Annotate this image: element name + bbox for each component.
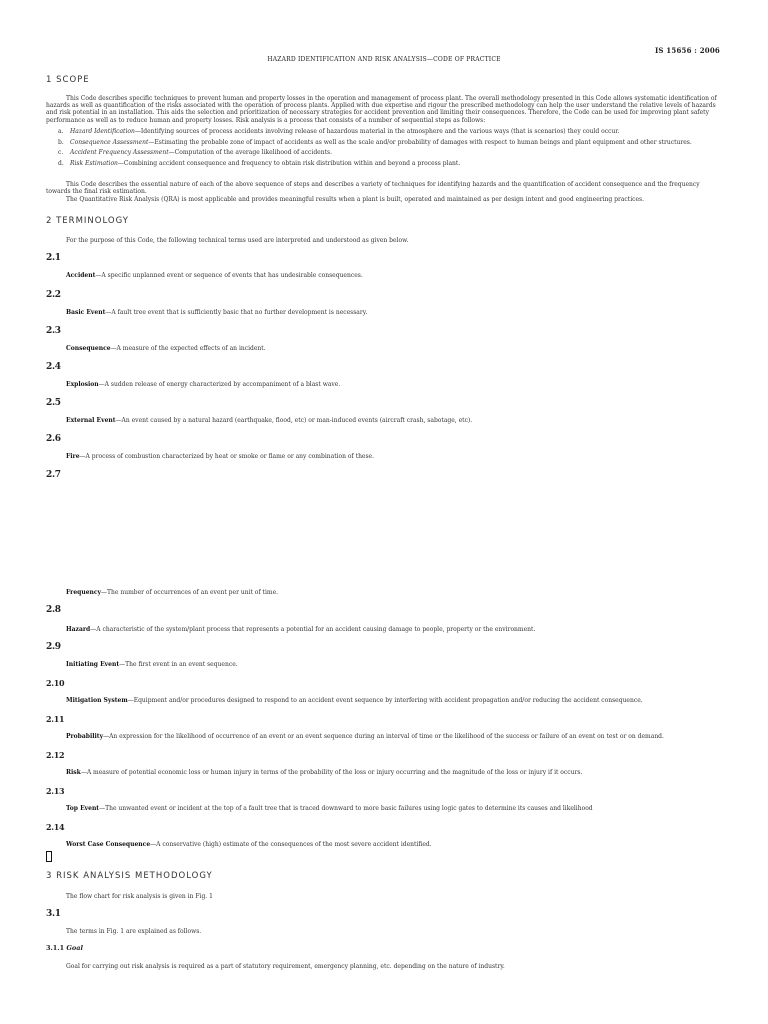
section-heading-scope: 1 SCOPE xyxy=(46,75,90,85)
clause-number: 2.9 xyxy=(46,642,61,652)
clause-number: 2.12 xyxy=(46,750,65,760)
clause-number: 2.2 xyxy=(46,290,61,300)
clause-number: 2.13 xyxy=(46,786,65,796)
clause-number: 3.1 xyxy=(46,909,61,919)
list-item: d. Risk Estimation—Combining accident consequence and frequency to obtain risk distribution within and beyond a process plant. xyxy=(58,159,461,167)
list-item: c. Accident Frequency Assessment—Computation of the average likelihood of accidents. xyxy=(58,149,332,156)
scope-paragraph-1: This Code describes specific techniques to prevent human and property losses in the operation and management of process plant. The overall methodology presented in this Code allows systematic identification of hazards as well as quantification of the risks associated with the operation of process plants. Applied with due expertise and rigour the prescribed methodology can help the user understand the relative levels of hazards and risk potential in an installation. This aids the selection and prioritization of necessary strategies for accident prevention and limiting their consequences. Therefore, the Code can be used for improving plant safety performance as well as to reduce human and property losses. Risk analysis is a process that consists of a number of sequential steps as follows: xyxy=(46,95,717,124)
goal-text: Goal for carrying out risk analysis is required as a part of statutory requirement, emergency planning, etc. depending on the nature of industry. xyxy=(66,963,505,970)
definition: Explosion—A sudden release of energy characterized by accompaniment of a blast wave. xyxy=(66,381,341,388)
clause-number: 2.8 xyxy=(46,605,61,615)
definition: Initiating Event—The first event in an event sequence. xyxy=(66,661,238,668)
standard-number: IS 15656 : 2006 xyxy=(654,46,720,55)
clause-number: 2.11 xyxy=(46,714,65,724)
methodology-intro: The flow chart for risk analysis is given in Fig. 1 xyxy=(66,893,213,900)
definition: Frequency—The number of occurrences of an event per unit of time. xyxy=(66,589,279,596)
definition: Worst Case Consequence—A conservative (high) estimate of the consequences of the most severe accident identified. xyxy=(66,841,432,848)
definition: Consequence—A measure of the expected effects of an incident. xyxy=(66,345,266,352)
definition: Risk—A measure of potential economic loss or human injury in terms of the probability of the loss or injury occurring and the magnitude of the loss or injury if it occurs. xyxy=(66,769,583,776)
terminology-intro: For the purpose of this Code, the following technical terms used are interpreted and understood as given below. xyxy=(66,237,409,244)
goal-heading: 3.1.1 Goal xyxy=(46,944,83,952)
clause-number: 2.5 xyxy=(46,398,61,408)
scope-paragraph-3: The Quantitative Risk Analysis (QRA) is most applicable and provides meaningful results when a plant is built, operated and maintained as per design intent and good engineering practices. xyxy=(66,196,645,203)
scope-paragraph-2: This Code describes the essential nature of each of the above sequence of steps and describes a variety of techniques for identifying hazards and the quantification of accident consequence and the frequency towards the final risk estimation. xyxy=(46,181,700,196)
section-heading-methodology: 3 RISK ANALYSIS METHODOLOGY xyxy=(46,871,213,881)
text-cursor-marker xyxy=(46,851,52,862)
definition: Top Event—The unwanted event or incident at the top of a fault tree that is traced downward to more basic failures using logic gates to determine its causes and likelihood xyxy=(66,805,593,812)
definition: Fire—A process of combustion characterized by heat or smoke or flame or any combination of these. xyxy=(66,453,375,460)
definition: Accident—A specific unplanned event or sequence of events that has undesirable consequences. xyxy=(66,272,363,279)
clause-number: 2.6 xyxy=(46,434,61,444)
clause-number: 2.1 xyxy=(46,253,61,263)
scope-steps-list xyxy=(58,128,748,170)
clause-number: 2.4 xyxy=(46,362,61,372)
clause-number: 2.14 xyxy=(46,822,65,832)
list-item: b. Consequence Assessment—Estimating the probable zone of impact of accidents as well as the scale and/or probability of damages with respect to human beings and plant equipment and other structures. xyxy=(58,138,692,146)
definition: Basic Event—A fault tree event that is sufficiently basic that no further development is necessary. xyxy=(66,309,368,316)
list-item: a. Hazard Identification—Identifying sources of process accidents involving release of hazardous material in the atmosphere and the various ways (that is scenarios) they could occur. xyxy=(58,128,620,135)
methodology-subclause-text: The terms in Fig. 1 are explained as follows. xyxy=(66,928,202,935)
definition: Mitigation System—Equipment and/or procedures designed to respond to an accident event sequence by interfering with accident propagation and/or reducing the accident consequence. xyxy=(66,697,643,704)
clause-number: 2.10 xyxy=(46,678,65,688)
clause-number: 2.3 xyxy=(46,326,61,336)
definition: Hazard—A characteristic of the system/plant process that represents a potential for an accident causing damage to people, property or the environment. xyxy=(66,626,536,633)
running-head: HAZARD IDENTIFICATION AND RISK ANALYSIS—CODE OF PRACTICE xyxy=(267,56,501,63)
section-heading-terminology: 2 TERMINOLOGY xyxy=(46,216,129,226)
definition: External Event—An event caused by a natural hazard (earthquake, flood, etc) or man-induced events (aircraft crash, sabotage, etc). xyxy=(66,417,473,424)
clause-number: 2.7 xyxy=(46,470,61,480)
definition: Probability—An expression for the likelihood of occurrence of an event or an event sequence during an interval of time or the likelihood of the success or failure of an event on test or on demand. xyxy=(66,733,664,740)
